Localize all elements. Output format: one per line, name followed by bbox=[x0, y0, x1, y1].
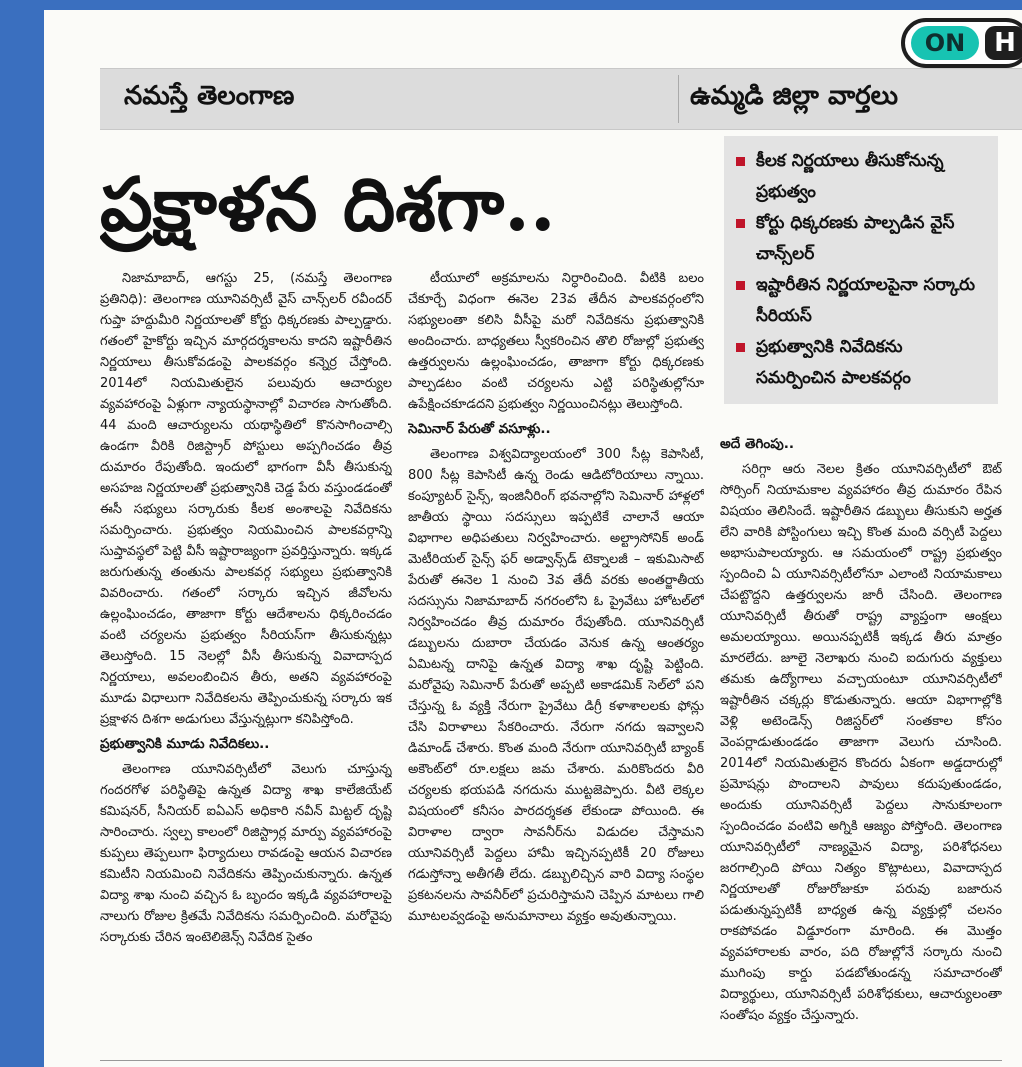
on-logo-badge bbox=[901, 18, 1022, 68]
bottom-divider bbox=[100, 1060, 1002, 1061]
article-paragraph: టీయూలో అక్రమాలను నిర్ధారించింది. వీటికి బలం చేకూర్చే విధంగా ఈనెల 23వ తేదీన పాలకవర్గంలోని సభ్యులంతా కలిసి వీసీపై మరో నివేదికను ప్రభుత్వానికి అందించారు. బాధ్యతలు స్వీకరించిన తొలి రోజుల్లో ప్రభుత్వ ఉత్తర్వులను ఉల్లంఘించడం, తాజాగా కోర్టు ధిక్కరణకు పాల్పడటం వంటి చర్యలను ఎట్టి పరిస్థితుల్లోనూ ఉపేక్షించకూడదని ప్రభుత్వం నిర్ణయించినట్లు తెలుస్తోంది. bbox=[408, 271, 704, 412]
article-paragraph: తెలంగాణ యూనివర్సిటీలో వెలుగు చూస్తున్న గందరగోళ పరిస్థితిపై ఉన్నత విద్యా శాఖ కాలేజియేట్ కమిషనర్, సీనియర్ ఐఏఎస్ అధికారి నవీన్ మిట్టల్ దృష్టి సారించారు. స్వల్ప కాలంలో రిజిస్ట్రార్ల మార్పు వ్యవహారంపై కుప్పలు తెప్పలుగా ఫిర్యాదులు రావడంపై ఆయన విచారణ కమిటీని నియమించి నివేదికను తెప్పించుకున్నారు. ఉన్నత విద్యా శాఖ నుంచి వచ్చిన ఓ బృందం ఇక్కడి వ్యవహారాలపై నాలుగు రోజుల క్రితమే నివేదికను సమర్పించింది. మరోవైపు సర్కారుకు చేరిన ఇంటెలిజెన్స్ నివేదిక సైతం bbox=[100, 762, 392, 945]
newspaper-name: నమస్తే తెలంగాణ bbox=[124, 81, 295, 111]
article-column-3 bbox=[720, 430, 1002, 1058]
article-paragraph: నిజామాబాద్, ఆగస్టు 25, (నమస్తే తెలంగాణ ప్రతినిధి): తెలంగాణ యూనివర్సిటీ వైస్ చాన్స్‌లర్ రవీందర్ గుప్తా హద్దుమీరి నిర్ణయాలతో కోర్టు ధిక్కరణకు పాల్పడ్డారు. గతంలో హైకోర్టు ఇచ్చిన మార్గదర్శకాలను కాదని ఇష్టారీతిన నిర్ణయాలు తీసుకోవడంపై పాలకవర్గం కన్నెర్ర చేస్తోంది. 2014లో నియమితులైన పలువురు ఆచార్యుల వ్యవహారంపై ఏళ్లుగా న్యాయస్థానాల్లో విచారణ సాగుతోంది. 44 మంది ఆచార్యులను యథాస్థితిలో కొనసాగించాల్సి ఉండగా వీరికి రిజిస్ట్రార్ పోస్టులు అప్పగించడం తీవ్ర దుమారం రేపుతోంది. ఇందులో భాగంగా వీసీ తీసుకున్న అసహజ నిర్ణయాలతో ప్రభుత్వానికి చెడ్డ పేరు వస్తుండడంతో ఈసీ సభ్యులు సర్కారుకు కీలక అంశాలపై నివేదికను సమర్పించారు. ప్రభుత్వం నియమించిన పాలకవర్గాన్ని సుప్తావస్థలో పెట్టి వీసీ ఇష్టారాజ్యంగా ప్రవర్తిస్తున్నారు. ఇక్కడ జరుగుతున్న తంతును పాలకవర్గ సభ్యులు ప్రభుత్వానికి వివరించారు. గతంలో సర్కారు ఇచ్చిన జీవోలను ఉల్లంఘించడం, తాజాగా కోర్టు ఆదేశాలను ధిక్కరించడం వంటి చర్యలను ప్రభుత్వం సీరియస్‌గా తీసుకున్నట్లు తెలుస్తోంది. 15 నెలల్లో వీసీ తీసుకున్న వివాదాస్పద నిర్ణయాలు, అవలంబించిన తీరు, అతని వ్యవహారంపై మూడు విధాలుగా నివేదికలను తెప్పించుకున్న సర్కారు ఇక ప్రక్షాళన దిశగా అడుగులు వేస్తున్నట్లుగా కనిపిస్తోంది. bbox=[100, 271, 392, 727]
article-headline: ప్రక్షాళన దిశగా.. bbox=[100, 162, 556, 248]
highlight-text: కీలక నిర్ణయాలు తీసుకోనున్న ప్రభుత్వం bbox=[756, 151, 944, 202]
on-logo-text: ON bbox=[911, 26, 979, 60]
subheading: సెమినార్ పేరుతో వసూళ్లు.. bbox=[408, 421, 551, 437]
bullet-square-icon bbox=[736, 219, 745, 228]
article-paragraph: తెలంగాణ విశ్వవిద్యాలయంలో 300 సీట్ల కెపాసిటీ, 800 సీట్ల కెపాసిటీ ఉన్న రెండు ఆడిటోరియాలు న్నాయి. కంప్యూటర్ సైన్స్, ఇంజినీరింగ్ భవనాల్లోని సెమినార్ హాళ్లలో జాతీయ స్థాయి సదస్సులు ఇప్పటికే చాలానే ఆయా విభాగాల అధిపతులు నిర్వహించారు. అల్ట్రాసోనిక్ అండ్ మెటీరియల్ సైన్స్ ఫర్ అడ్వాన్స్‌డ్ టెక్నాలజీ – ఇకుమిసాట్ పేరుతో ఈనెల 1 నుంచి 3వ తేదీ వరకు అంతర్జాతీయ సదస్సును నిజామాబాద్ నగరంలోని ఓ ప్రైవేటు హోటల్‌లో నిర్వహించడం తీవ్ర దుమారం రేపుతోంది. యూనివర్సిటీ డబ్బులను దుబారా చేయడం వెనుక ఉన్న ఆంతర్యం ఏమిటన్న దానిపై ఉన్నత విద్యా శాఖ దృష్టి పెట్టింది. మరోవైపు సెమినార్ పేరుతో అప్పటి అకాడమిక్ సెల్‌లో పని చేస్తున్న ఓ వ్యక్తి నేరుగా ప్రైవేటు డిగ్రీ కళాశాలలకు ఫోన్లు చేసి విరాళాలు సేకరించారు. నేరుగా నగదు ఇవ్వాలని డిమాండ్ చేశారు. కొంత మంది నేరుగా యూనివర్సిటీ బ్యాంక్ అకౌంట్‌లో రూ.లక్షలు జమ చేశారు. మరికొందరు వీరి చర్యలకు భయపడి నగదును ముట్టజెప్పారు. వీటి లెక్కల విషయంలో కనీసం పారదర్శకత లేకుండా పోయింది. ఈ విరాళాల ద్వారా సావనీర్‌ను విడుదల చేస్తామని యూనివర్సిటీ పెద్దలు హామీ ఇచ్చినప్పటికీ 20 రోజులు గడుస్తోన్నా అతీగతీ లేదు. డబ్బులిచ్చిన వారి విద్యా సంస్థల ప్రకటనలను సావనీర్‌లో ప్రచురిస్తామని చెప్పిన మాటలు గాలి మూటలవ్వడంపై అనుమానాలు వ్యక్తం అవుతున్నాయి. bbox=[408, 447, 704, 924]
subheading: అదే తెగింపు.. bbox=[720, 436, 794, 452]
bullet-square-icon bbox=[736, 157, 745, 166]
highlight-text: ప్రభుత్వానికి నివేదికను సమర్పించిన పాలకవర్గం bbox=[756, 337, 911, 388]
newspaper-page bbox=[44, 10, 1022, 1067]
highlight-item bbox=[736, 332, 986, 394]
section-title: ఉమ్మడి జిల్లా వార్తలు bbox=[690, 81, 899, 111]
h-logo-text: H bbox=[985, 26, 1022, 60]
highlights-box bbox=[724, 136, 998, 404]
masthead-divider bbox=[678, 75, 679, 123]
highlight-text: కోర్టు ధిక్కరణకు పాల్పడిన వైస్ చాన్స్‌లర్ bbox=[756, 213, 955, 264]
highlight-item bbox=[736, 270, 986, 332]
article-column-1 bbox=[100, 268, 392, 1058]
bullet-square-icon bbox=[736, 281, 745, 290]
bullet-square-icon bbox=[736, 343, 745, 352]
article-paragraph: సరిగ్గా ఆరు నెలల క్రితం యూనివర్సిటీలో ఔట్ సోర్సింగ్ నియామకాల వ్యవహారం తీవ్ర దుమారం రేపిన విషయం తెలిసిందే. ఇష్టారీతిన డబ్బులు తీసుకుని అర్హత లేని వారికి పోస్టింగులు ఇచ్చి కొంత మంది వర్సిటీ పెద్దలు అభాసుపాలయ్యారు. ఆ సమయంలో రాష్ట్ర ప్రభుత్వం స్పందించి ఏ యూనివర్సిటీలోనూ ఎలాంటి నియామకాలు చేపట్టొద్దని ఉత్తర్వులను జారీ చేసింది. తెలంగాణ యూనివర్సిటీ తీరుతో రాష్ట్ర వ్యాప్తంగా ఆంక్షలు అమలయ్యాయి. అయినప్పటికీ ఇక్కడ తీరు మాత్రం మారలేదు. జూలై నెలాఖరు నుంచి ఐదుగురు వ్యక్తులు తమకు ఉద్యోగాలు వచ్చాయంటూ యూనివర్సిటీలో ఇష్టారీతిన చక్కర్లు కొడుతున్నారు. ఆయా విభాగాల్లోకి వెళ్లి అటెండెన్స్ రిజిస్టర్‌లో సంతకాల కోసం వెంపర్లాడుతుండడం తాజాగా వెలుగు చూసింది. 2014లో నియమితులైన కొందరు ఏకంగా అడ్డదారుల్లో ప్రమోషన్లు పొందాలని పావులు కదుపుతుండడం, అందుకు యూనివర్సిటీ పెద్దలు సానుకూలంగా స్పందించడం వంటివి అగ్నికి ఆజ్యం పోస్తోంది. తెలంగాణ యూనివర్సిటీలో నాణ్యమైన విద్యా, పరిశోధనలు జరగాల్సింది పోయి నిత్యం కొట్లాటలు, వివాదాస్పద నిర్ణయాలతో రోజురోజుకూ పరువు బజారున పడుతున్నప్పటికీ బాధ్యత ఉన్న వ్యక్తుల్లో చలనం రాకపోవడం విడ్డూరంగా మారింది. ఈ మొత్తం వ్యవహారాలకు వారం, పది రోజుల్లోనే సర్కారు నుంచి ముగింపు కార్డు పడబోతుండన్న సమాచారంతో విద్యార్థులు, యూనివర్సిటీ పరిశోధకులు, ఆచార్యులంతా సంతోషం వ్యక్తం చేస్తున్నారు. bbox=[720, 462, 1002, 1023]
highlight-item bbox=[736, 146, 986, 208]
subheading: ప్రభుత్వానికి మూడు నివేదికలు.. bbox=[100, 736, 270, 752]
highlight-text: ఇష్టారీతిన నిర్ణయాలపైనా సర్కారు సీరియస్ bbox=[756, 275, 976, 326]
highlight-item bbox=[736, 208, 986, 270]
article-column-2 bbox=[408, 268, 704, 1058]
masthead-bar bbox=[100, 68, 1022, 130]
